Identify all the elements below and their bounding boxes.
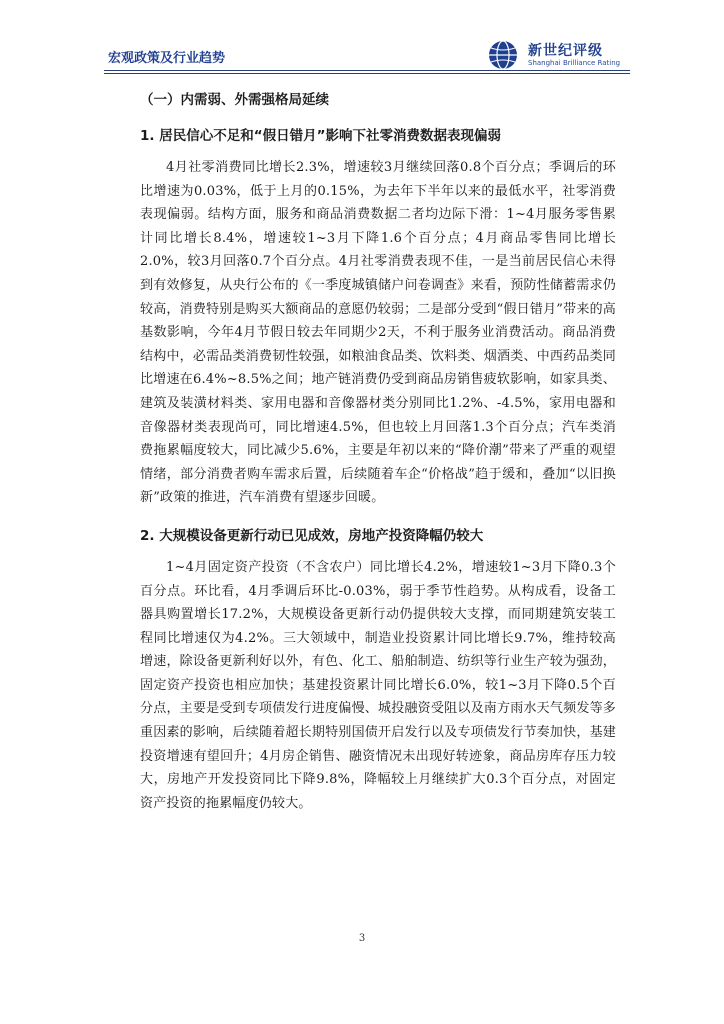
page-number: 3 — [358, 933, 366, 944]
subsection-1-paragraph: 4月社零消费同比增长2.3%，增速较3月继续回落0.8个百分点；季调后的环比增速为0.03%，低于上月的0.15%，为去年下半年以来的最低水平，社零消费表现偏弱。结构方面，服务和商品消费数据二者均边际下滑：1~4月服务零售累计同比增长8.4%，增速较1~3月下降1.6个百分点；4月商品零售同比增长2.0%，较3月回落0.7个百分点。4月社零消费表现不佳，一是当前居民信心未得到有效修复，从央行公布的《一季度城镇储户问卷调查》来看，预防性储蓄需求仍较高，消费特别是购买大额商品的意愿仍较弱；二是部分受到“假日错月”带来的高基数影响，今年4月节假日较去年同期少2天，不利于服务业消费活动。商品消费结构中，必需品类消费韧性较强，如粮油食品类、饮料类、烟酒类、中西药品类同比增速在6.4%~8.5%之间；地产链消费仍受到商品房销售疲软影响，如家具类、建筑及装潢材料类、家用电器和音像器材类分别同比1.2%、-4.5%，家用电器和音像器材类表现尚可，同比增速4.5%，但也较上月回落1.3个百分点；汽车类消费拖累幅度较大，同比减少5.6%，主要是年初以来的“降价潮”带来了严重的观望情绪，部分消费者购车需求后置，后续随着车企“价格战”趋于缓和，叠加“以旧换新”政策的推进，汽车消费有望逐步回暖。 — [140, 160, 616, 506]
subsection-2-heading: 2. 大规模设备更新行动已见成效，房地产投资降幅仍较大 — [140, 527, 484, 544]
subsection-1-heading: 1. 居民信心不足和“假日错月”影响下社零消费数据表现偏弱 — [140, 128, 501, 144]
header-rule — [104, 70, 630, 71]
header-section-title: 宏观政策及行业趋势 — [108, 51, 226, 66]
subsection-2-paragraph: 1~4月固定资产投资（不含农户）同比增长4.2%，增速较1~3月下降0.3个百分点。环比看，4月季调后环比-0.03%，弱于季节性趋势。从构成看，设备工器具购置增长17.2%，大规模设备更新行动仍提供较大支撑，而同期建筑安装工程同比增速仅为4.2%。三大领域中，制造业投资累计同比增长9.7%，维持较高增速，除设备更新利好以外，有色、化工、船舶制造、纺织等行业生产较为强劲，固定资产投资也相应加快；基建投资累计同比增长6.0%，较1~3月下降0.5个百分点，主要是受到专项债发行进度偏慢、城投融资受阻以及南方雨水天气频发等多重因素的影响，后续随着超长期特别国债开启发行以及专项债发行节奏加快，基建投资增速有望回升；4月房企销售、融资情况未出现好转迹象，商品房库存压力较大，房地产开发投资同比下降9.8%，降幅较上月继续扩大0.3个百分点，对固定资产投资的拖累幅度仍较大。 — [140, 559, 616, 811]
header-rule-thin — [104, 73, 630, 74]
logo-name-cn: 新世纪评级 — [528, 43, 603, 59]
section-heading: （一）内需弱、外需强格局延续 — [140, 92, 329, 108]
globe-icon — [489, 41, 517, 69]
logo-name-en: Shanghai Brilliance Rating — [528, 59, 621, 67]
document-body — [140, 88, 616, 815]
